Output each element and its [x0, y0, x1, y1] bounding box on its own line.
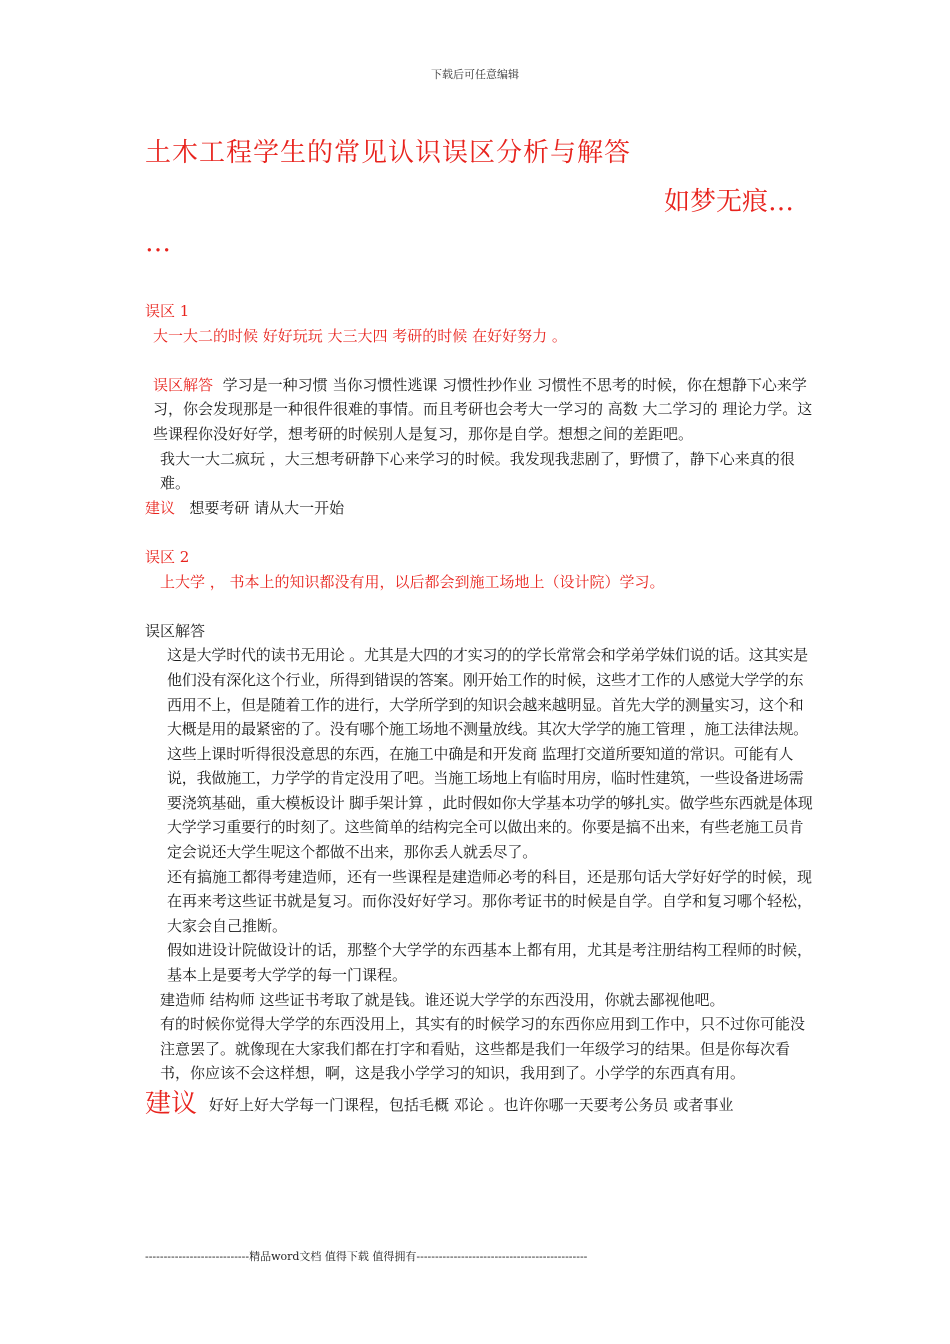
- section1-advice-label: 建议: [145, 498, 176, 517]
- section2-statement: 上大学 ， 书本上的知识都没有用，以后都会到施工场地上（设计院）学习。: [160, 572, 665, 591]
- document-body: [145, 299, 813, 1118]
- section2-advice-text: 好好上好大学每一门课程，包括毛概 邓论 。也许你哪一天要考公务员 或者事业: [209, 1096, 734, 1114]
- section2-advice-label: 建议: [145, 1089, 198, 1119]
- section1-statement: 大一大二的时候 好好玩玩 大三大四 考研的时候 在好好努力 。: [153, 326, 567, 345]
- section1-answer-label: 误区解答: [153, 375, 214, 394]
- section2-paragraph-3: 假如进设计院做设计的话，那整个大学学的东西基本上都有用，尤其是考注册结构工程师的时候，基本上是要考大学学的每一门课程。: [167, 941, 813, 985]
- author-name: 如梦无痕…: [664, 187, 795, 217]
- section1-answer-text: 学习是一种习惯 当你习惯性逃课 习惯性抄作业 习惯性不思考的时候，你在想静下心来学习，你会发现那是一种很件很难的事情。而且考研也会考大一学习的 高数 大二学习的 理论力学。这些课程你没好好学，想考研的时候别人是复习，那你是自学。想想之间的差距吧。: [153, 375, 813, 443]
- section2-paragraph-2: 还有搞施工都得考建造师，还有一些课程是建造师必考的科目，还是那句话大学好好学的时候，现在再来考这些证书就是复习。而你没好好学习。那你考证书的时候是自学。自学和复习哪个轻松，大家会自己推断。: [167, 867, 813, 935]
- section2-paragraph-4: 建造师 结构师 这些证书考取了就是钱。谁还说大学学的东西没用，你就去鄙视他吧。: [160, 990, 725, 1009]
- footer-banner: ----------------------------精品word文档 值得下载 值得拥有----------------------------------------------: [145, 1250, 588, 1263]
- section2-paragraph-5: 有的时候你觉得大学学的东西没用上，其实有的时候学习的东西你应用到工作中，只不过你可能没注意罢了。就像现在大家我们都在打字和看贴，这些都是我们一年级学习的结果。但是你每次看书，你应该不会这样想，啊，这是我小学学习的知识，我用到了。小学学的东西真有用。: [160, 1015, 806, 1083]
- section1-advice: [145, 496, 813, 521]
- header-note: 下载后可任意编辑: [431, 68, 519, 81]
- section2-paragraph-1: 这是大学时代的读书无用论 。尤其是大四的才实习的的学长常常会和学弟学妹们说的话。这其实是他们没有深化这个行业，所得到错误的答案。刚开始工作的时候，这些才工作的人感觉大学学的东西用不上，但是随着工作的进行，大学所学到的知识会越来越明显。首先大学的测量实习，这个和大概是用的最紧密的了。没有哪个施工场地不测量放线。其次大学学的施工管理 ，施工法律法规。这些上课时听得很没意思的东西，在施工中确是和开发商 监理打交道所要知道的常识。可能有人说，我做施工，力学学的肯定没用了吧。当施工场地上有临时用房，临时性建筑，一些设备进场需要浇筑基础，重大模板设计 脚手架计算 ，此时假如你大学基本功学的够扎实。做学些东西就是体现大学学习重要行的时刻了。这些简单的结构完全可以做出来的。你要是搞不出来，有些老施工员肯定会说还大学生呢这个都做不出来，那你丢人就丢尽了。: [167, 646, 813, 862]
- section1-answer: [145, 373, 813, 447]
- section1-heading: 误区 1: [145, 302, 190, 320]
- author-continuation: …: [145, 228, 171, 258]
- section2-heading: 误区 2: [145, 547, 190, 566]
- section1-advice-text: 想要考研 请从大一开始: [189, 498, 345, 517]
- section2-advice: [145, 1089, 813, 1119]
- section1-experience: 我大一大二疯玩 ，大三想考研静下心来学习的时候。我发现我悲剧了，野惯了，静下心来真的很难。: [160, 449, 795, 493]
- section2-answer-label: 误区解答: [145, 621, 206, 640]
- document-title: 土木工程学生的常见认识误区分析与解答: [145, 138, 632, 168]
